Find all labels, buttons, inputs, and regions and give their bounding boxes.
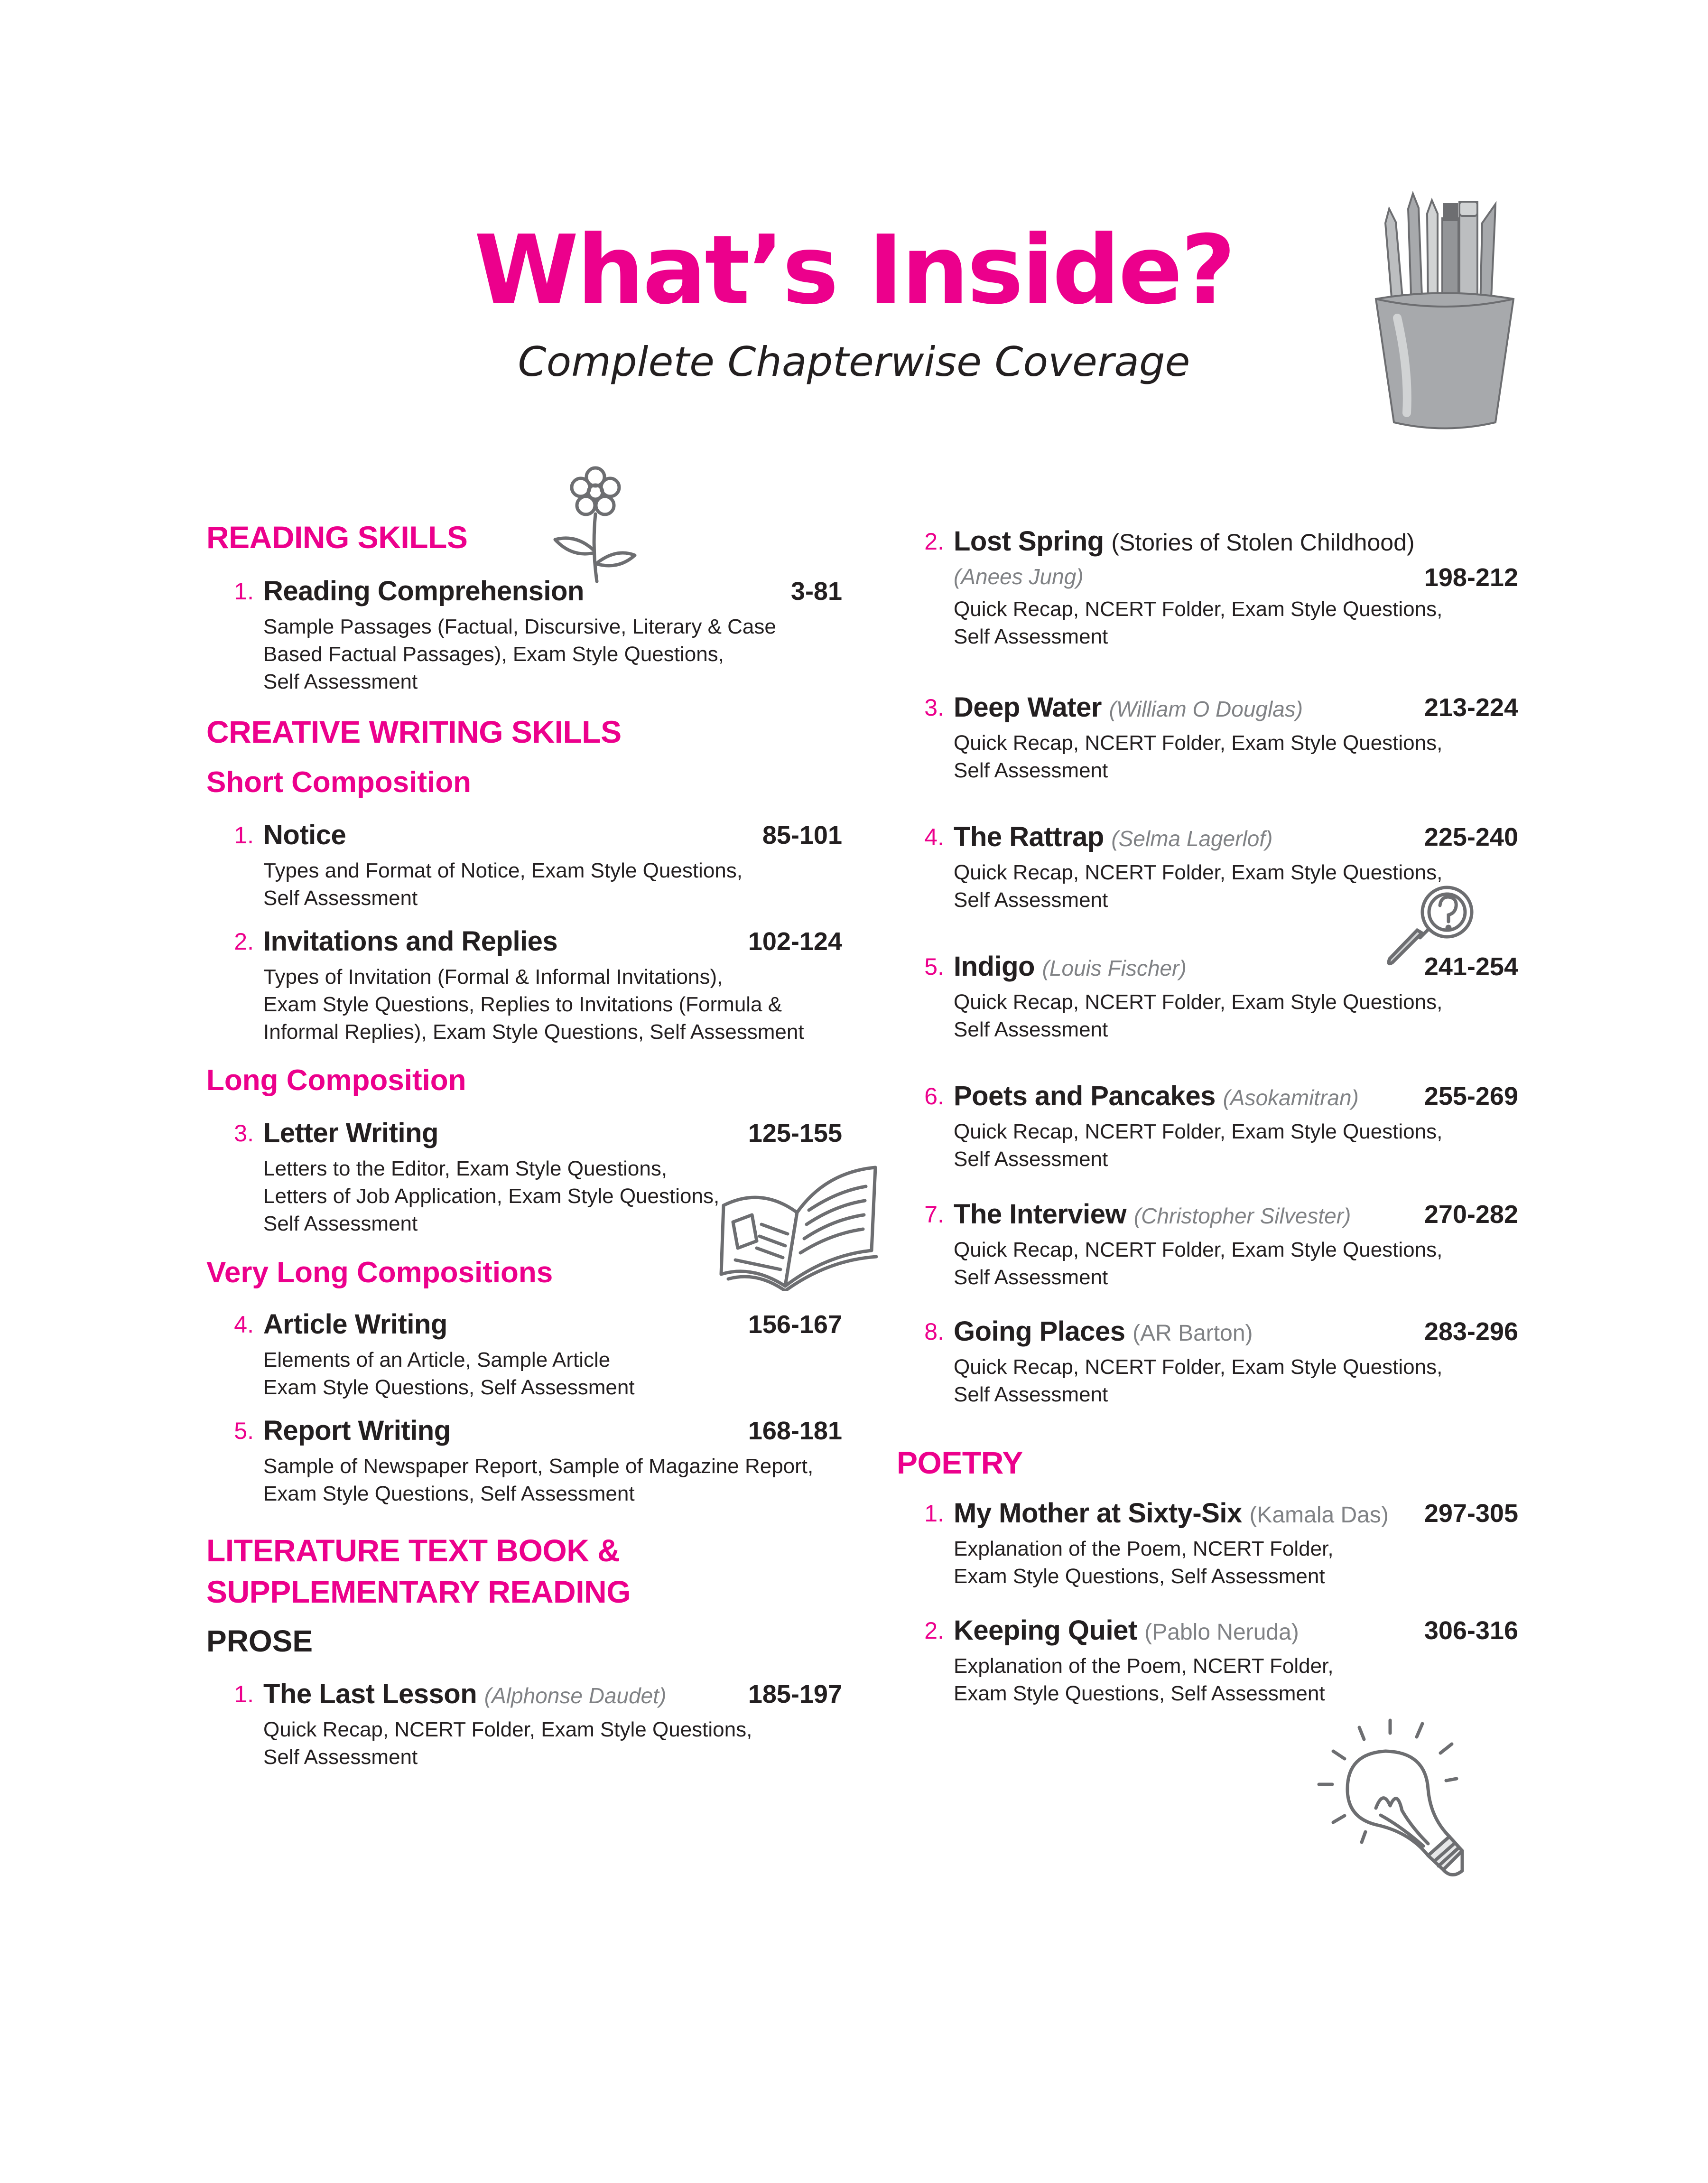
entry-description xyxy=(954,729,1551,784)
entry-number: 2. xyxy=(924,528,944,555)
subsection-long-composition: Long Composition xyxy=(206,1064,466,1097)
section-literature-line-2: SUPPLEMENTARY READING xyxy=(206,1574,631,1609)
desc-line: Sample of Newspaper Report, Sample of Magazine Report, xyxy=(263,1455,814,1478)
desc-line: Self Assessment xyxy=(263,1745,418,1769)
desc-line: Quick Recap, NCERT Folder, Exam Style Questions, xyxy=(954,1238,1443,1261)
desc-line: Exam Style Questions, Self Assessment xyxy=(954,1682,1325,1705)
section-reading-skills: READING SKILLS xyxy=(206,520,468,555)
desc-line: Self Assessment xyxy=(954,1266,1108,1289)
entry-author: (Anees Jung) xyxy=(954,564,1084,589)
desc-line: Sample Passages (Factual, Discursive, Literary & Case xyxy=(263,615,776,638)
entry-author: (Louis Fischer) xyxy=(1042,956,1187,980)
entry-author: (Christopher Silvester) xyxy=(1133,1203,1351,1228)
entry-title-line xyxy=(954,1197,1351,1233)
entry-title: Letter Writing xyxy=(263,1118,438,1148)
desc-line: Self Assessment xyxy=(954,625,1108,648)
entry-description xyxy=(954,989,1551,1044)
desc-line: Quick Recap, NCERT Folder, Exam Style Questions, xyxy=(954,1355,1443,1379)
entry-pages: 241-254 xyxy=(1424,952,1518,981)
entry-title: Invitations and Replies xyxy=(263,926,558,957)
entry-title: Keeping Quiet xyxy=(954,1615,1137,1646)
entry-description xyxy=(954,1535,1551,1590)
entry-number: 2. xyxy=(234,928,254,955)
entry-title-line xyxy=(954,1614,1299,1650)
entry-number: 6. xyxy=(924,1083,944,1110)
desc-line: Based Factual Passages), Exam Style Questions, xyxy=(263,643,724,666)
desc-line: Exam Style Questions, Self Assessment xyxy=(954,1565,1325,1588)
desc-line: Exam Style Questions, Self Assessment xyxy=(263,1482,635,1505)
entry-pages: 185-197 xyxy=(748,1680,842,1708)
entry-title-line xyxy=(263,1677,666,1713)
entry-number: 1. xyxy=(234,578,254,605)
entry-title: Indigo xyxy=(954,951,1035,982)
entry-pages: 125-155 xyxy=(748,1119,842,1147)
entry-description xyxy=(263,613,861,696)
entry-number: 4. xyxy=(234,1311,254,1338)
entry-title: Poets and Pancakes xyxy=(954,1081,1216,1111)
entry-number: 3. xyxy=(924,694,944,721)
desc-line: Quick Recap, NCERT Folder, Exam Style Questions, xyxy=(954,731,1443,755)
light-bulb-icon xyxy=(1314,1718,1485,1884)
entry-pages: 3-81 xyxy=(790,577,842,606)
entry-title: Article Writing xyxy=(263,1309,447,1340)
section-literature-line-1: LITERATURE TEXT BOOK & xyxy=(206,1533,620,1568)
entry-description xyxy=(954,1236,1551,1291)
subsection-prose: PROSE xyxy=(206,1624,313,1658)
desc-line: Elements of an Article, Sample Article xyxy=(263,1348,611,1371)
entry-title: Lost Spring xyxy=(954,526,1104,557)
entry-description xyxy=(263,857,861,912)
entry-description xyxy=(954,596,1551,651)
entry-description xyxy=(954,1652,1551,1707)
entry-pages: 213-224 xyxy=(1424,693,1518,722)
entry-pages: 306-316 xyxy=(1424,1616,1518,1645)
desc-line: Types and Format of Notice, Exam Style Questions, xyxy=(263,859,743,882)
desc-line: Exam Style Questions, Self Assessment xyxy=(263,1376,635,1399)
desc-line: Self Assessment xyxy=(263,886,418,910)
desc-line: Self Assessment xyxy=(954,1383,1108,1406)
entry-description xyxy=(954,1118,1551,1173)
page-subtitle: Complete Chapterwise Coverage xyxy=(518,338,1190,386)
desc-line: Self Assessment xyxy=(954,759,1108,782)
entry-title-line xyxy=(954,1315,1253,1351)
entry-description xyxy=(263,963,861,1046)
entry-description xyxy=(954,859,1551,914)
entry-description xyxy=(954,1353,1551,1409)
entry-pages: 270-282 xyxy=(1424,1200,1518,1229)
flower-icon xyxy=(550,463,640,586)
desc-line: Informal Replies), Exam Style Questions, Self Assessment xyxy=(263,1020,804,1044)
desc-line: Quick Recap, NCERT Folder, Exam Style Questions, xyxy=(954,597,1443,621)
page-title: What’s Inside? xyxy=(474,215,1234,326)
entry-title: Report Writing xyxy=(263,1415,451,1446)
entry-description xyxy=(263,1716,861,1771)
entry-title: Notice xyxy=(263,820,346,850)
entry-pages: 225-240 xyxy=(1424,823,1518,851)
entry-pages: 168-181 xyxy=(748,1417,842,1445)
entry-pages: 102-124 xyxy=(748,927,842,956)
desc-line: Exam Style Questions, Replies to Invitations (Formula & xyxy=(263,993,782,1016)
entry-title-line xyxy=(954,1496,1389,1532)
desc-line: Explanation of the Poem, NCERT Folder, xyxy=(954,1537,1334,1560)
entry-number: 1. xyxy=(924,1500,944,1527)
desc-line: Self Assessment xyxy=(954,1018,1108,1041)
entry-title: Going Places xyxy=(954,1316,1125,1347)
entry-title: My Mother at Sixty-Six xyxy=(954,1498,1242,1529)
desc-line: Self Assessment xyxy=(263,670,418,693)
entry-author: (William O Douglas) xyxy=(1109,697,1303,721)
entry-description xyxy=(263,1155,861,1238)
desc-line: Types of Invitation (Formal & Informal Invitations), xyxy=(263,965,723,989)
entry-number: 2. xyxy=(924,1617,944,1644)
entry-pages: 283-296 xyxy=(1424,1317,1518,1346)
entry-number: 1. xyxy=(234,1681,254,1707)
entry-number: 8. xyxy=(924,1318,944,1345)
desc-line: Quick Recap, NCERT Folder, Exam Style Questions, xyxy=(263,1718,752,1741)
entry-author: (AR Barton) xyxy=(1132,1321,1253,1346)
entry-title-line xyxy=(954,820,1272,856)
entry-title-line xyxy=(954,524,1415,560)
entry-title: The Rattrap xyxy=(954,821,1104,852)
entry-author: (Selma Lagerlof) xyxy=(1111,826,1273,851)
entry-pages: 198-212 xyxy=(1424,563,1518,592)
entry-number: 1. xyxy=(234,822,254,849)
entry-subtitle: (Stories of Stolen Childhood) xyxy=(1111,529,1415,556)
entry-title: Deep Water xyxy=(954,692,1102,723)
entry-pages: 156-167 xyxy=(748,1310,842,1339)
entry-number: 4. xyxy=(924,824,944,850)
entry-description xyxy=(263,1453,861,1508)
entry-title: Reading Comprehension xyxy=(263,576,584,606)
entry-author: (Alphonse Daudet) xyxy=(484,1683,667,1708)
pencil-cup-icon xyxy=(1366,190,1523,437)
entry-pages: 255-269 xyxy=(1424,1082,1518,1110)
entry-author: (Kamala Das) xyxy=(1249,1502,1389,1528)
desc-line: Letters of Job Application, Exam Style Questions, xyxy=(263,1185,720,1208)
subsection-very-long-compositions: Very Long Compositions xyxy=(206,1256,553,1289)
entry-number: 5. xyxy=(924,953,944,980)
entry-title-line xyxy=(954,950,1187,985)
desc-line: Quick Recap, NCERT Folder, Exam Style Questions, xyxy=(954,990,1443,1014)
entry-number: 7. xyxy=(924,1201,944,1228)
entry-author: (Pablo Neruda) xyxy=(1144,1620,1299,1645)
desc-line: Quick Recap, NCERT Folder, Exam Style Questions, xyxy=(954,1120,1443,1143)
desc-line: Letters to the Editor, Exam Style Questions, xyxy=(263,1157,668,1180)
entry-description xyxy=(263,1346,861,1401)
subsection-short-composition: Short Composition xyxy=(206,766,471,799)
section-poetry: POETRY xyxy=(897,1445,1023,1480)
section-creative-writing: CREATIVE WRITING SKILLS xyxy=(206,714,622,749)
entry-pages: 85-101 xyxy=(762,821,842,849)
desc-line: Explanation of the Poem, NCERT Folder, xyxy=(954,1654,1334,1678)
entry-title: The Last Lesson xyxy=(263,1679,477,1709)
desc-line: Self Assessment xyxy=(954,1147,1108,1171)
desc-line: Self Assessment xyxy=(263,1212,418,1235)
entry-author: (Asokamitran) xyxy=(1223,1085,1359,1110)
desc-line: Quick Recap, NCERT Folder, Exam Style Questions, xyxy=(954,861,1443,884)
entry-title: The Interview xyxy=(954,1199,1127,1230)
entry-title-line xyxy=(954,690,1303,726)
desc-line: Self Assessment xyxy=(954,888,1108,912)
entry-number: 5. xyxy=(234,1418,254,1444)
entry-number: 3. xyxy=(234,1120,254,1147)
entry-pages: 297-305 xyxy=(1424,1499,1518,1528)
entry-title-line xyxy=(954,1079,1359,1115)
